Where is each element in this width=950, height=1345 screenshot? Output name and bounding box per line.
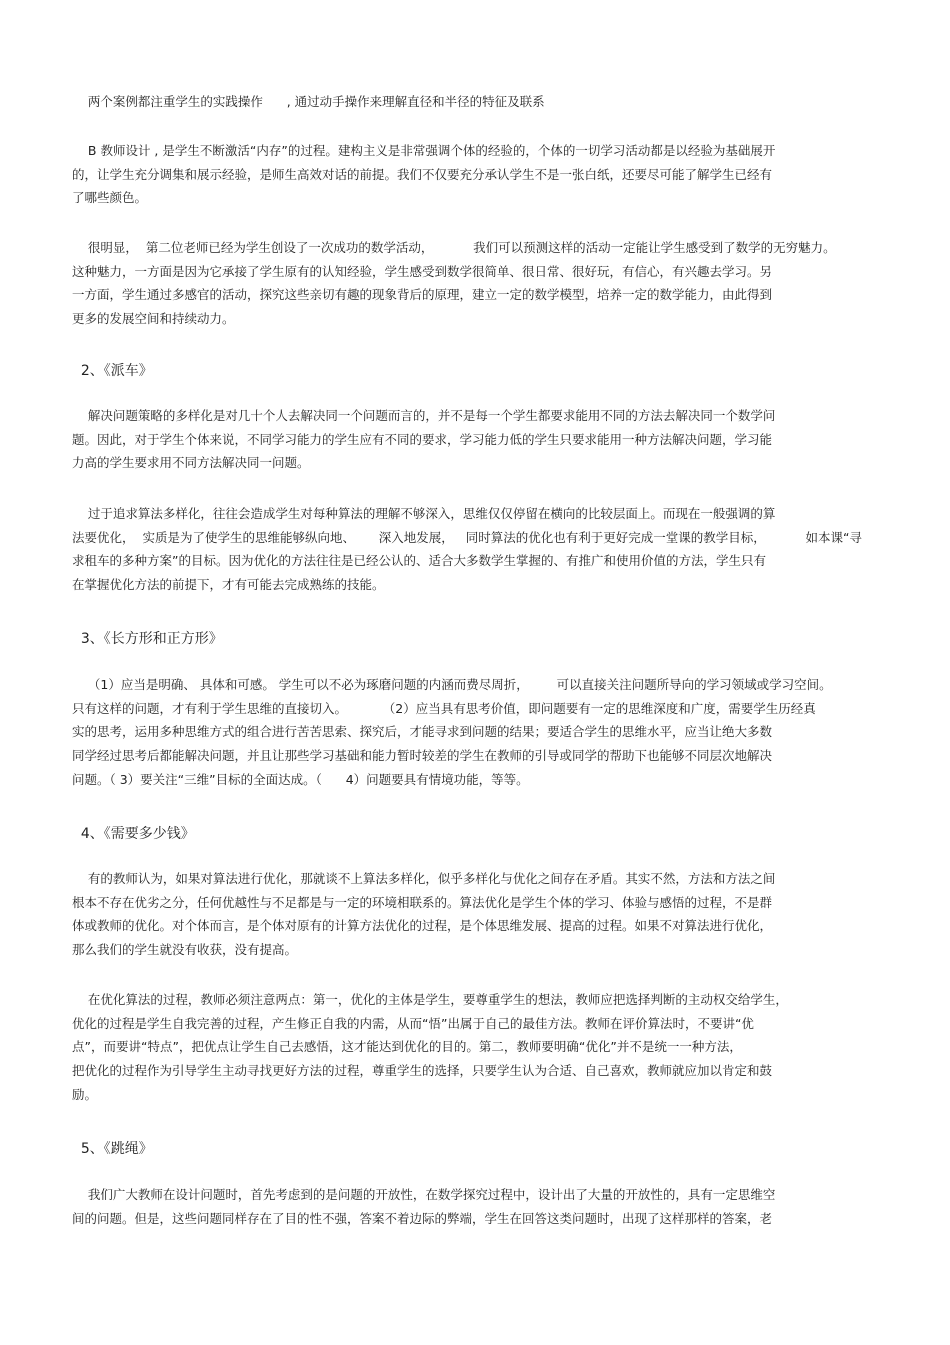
paragraph-line: 有的教师认为，如果对算法进行优化，那就谈不上算法多样化，似乎多样化与优化之间存在矛盾。其实不然，方法和方法之间 [72, 871, 776, 886]
paragraph-line: 间的问题。但是，这些问题同样存在了目的性不强，答案不着边际的弊端，学生在回答这类问题时，出现了这样那样的答案，老 [72, 1210, 773, 1226]
paragraph-line: 法要优化， 实质是为了使学生的思维能够纵向地、 深入地发展， 同时算法的优化也有利于更好完成一堂课的教学目标， 如本课“寻 [72, 529, 862, 545]
paragraph-line: 同学经过思考后都能解决问题，并且让那些学习基础和能力暂时较差的学生在教师的引导或同学的帮助下也能够不同层次地解决 [72, 748, 773, 764]
paragraph-line: 了哪些颜色。 [72, 190, 148, 206]
paragraph-line: 那么我们的学生就没有收获，没有提高。 [72, 942, 298, 958]
paragraph-line: 这种魅力，一方面是因为它承接了学生原有的认知经验，学生感受到数学很简单、很日常、很好玩，有信心，有兴趣去学习。另 [72, 263, 773, 279]
paragraph-line: 问题。（ 3）要关注“三维”目标的全面达成。（ 4）问题要具有情境功能，等等。 [72, 771, 529, 787]
section-heading: 5、《跳绳》 [72, 1141, 153, 1157]
paragraph-line: 的，让学生充分调集和展示经验，是师生高效对话的前提。我们不仅要充分承认学生不是一张白纸，还要尽可能了解学生已经有 [72, 166, 773, 182]
paragraph-line: 只有这样的问题，才有利于学生思维的直接切入。 （2）应当具有思考价值，即问题要有一定的思维深度和广度，需要学生历经真 [72, 700, 816, 716]
paragraph-line: 一方面，学生通过多感官的活动，探究这些亲切有趣的现象背后的原理，建立一定的数学模型，培养一定的数学能力，由此得到 [72, 287, 773, 303]
paragraph-line: 根本不存在优劣之分，任何优越性与不足都是与一定的环境相联系的。算法优化是学生个体的学习、体验与感悟的过程，不是群 [72, 894, 773, 910]
paragraph-line: 把优化的过程作为引导学生主动寻找更好方法的过程，尊重学生的选择，只要学生认为合适、自己喜欢，教师就应加以肯定和鼓 [72, 1063, 773, 1079]
paragraph-line: 点”，而要讲“特点”，把优点让学生自己去感悟，这才能达到优化的目的。第二，教师要明确“优化”并不是统一一种方法， [72, 1039, 742, 1055]
paragraph-line: 求租车的多种方案”的目标。因为优化的方法往往是已经公认的、适合大多数学生掌握的、有推广和使用价值的方法，学生只有 [72, 553, 766, 569]
paragraph-line: 力高的学生要求用不同方法解决同一问题。 [72, 455, 310, 471]
paragraph-line: 解决问题策略的多样化是对几十个人去解决同一个问题而言的，并不是每一个学生都要求能用不同的方法去解决同一个数学问 [72, 408, 776, 423]
paragraph-line: 在掌握优化方法的前提下，才有可能去完成熟练的技能。 [72, 577, 385, 593]
paragraph-line: 题。因此，对于学生个体来说，不同学习能力的学生应有不同的要求，学习能力低的学生只要求能用一种方法解决问题，学习能 [72, 431, 773, 447]
paragraph-line: 我们广大教师在设计问题时，首先考虑到的是问题的开放性，在数学探究过程中，设计出了大量的开放性的，具有一定思维空 [72, 1187, 776, 1202]
section-heading: 3、《长方形和正方形》 [72, 631, 223, 647]
paragraph-line: 两个案例都注重学生的实践操作 , 通过动手操作来理解直径和半径的特征及联系 [72, 94, 545, 109]
paragraph-line: 实的思考，运用多种思维方式的组合进行苦苦思索、探究后，才能寻求到问题的结果；要适合学生的思维水平，应当让绝大多数 [72, 724, 773, 740]
paragraph-line: B 教师设计 , 是学生不断激活“内存”的过程。建构主义是非常强调个体的经验的，个体的一切学习活动都是以经验为基础展开 [72, 143, 776, 158]
paragraph-line: 过于追求算法多样化，往往会造成学生对每种算法的理解不够深入，思维仅仅停留在横向的比较层面上。而现在一般强调的算 [72, 506, 776, 521]
paragraph-line: 优化的过程是学生自我完善的过程，产生修正自我的内需，从而“悟”出属于自己的最佳方法。教师在评价算法时，不要讲“优 [72, 1015, 754, 1031]
section-heading: 2、《派车》 [72, 363, 153, 379]
paragraph-line: 很明显， 第二位老师已经为学生创设了一次成功的数学活动， 我们可以预测这样的活动一定能让学生感受到了数学的无穷魅力。 [72, 240, 836, 255]
paragraph-line: 励。 [72, 1086, 98, 1102]
paragraph-line: 在优化算法的过程，教师必须注意两点：第一，优化的主体是学生，要尊重学生的想法，教师应把选择判断的主动权交给学生， [72, 992, 788, 1007]
paragraph-line: （1）应当是明确、 具体和可感。 学生可以不必为琢磨问题的内涵而费尽周折， 可以直接关注问题所导向的学习领域或学习空间。 [72, 677, 832, 692]
paragraph-line: 体或教师的优化。对个体而言，是个体对原有的计算方法优化的过程，是个体思维发展、提高的过程。如果不对算法进行优化， [72, 918, 773, 934]
paragraph-line: 更多的发展空间和持续动力。 [72, 311, 235, 327]
section-heading: 4、《需要多少钱》 [72, 826, 195, 842]
